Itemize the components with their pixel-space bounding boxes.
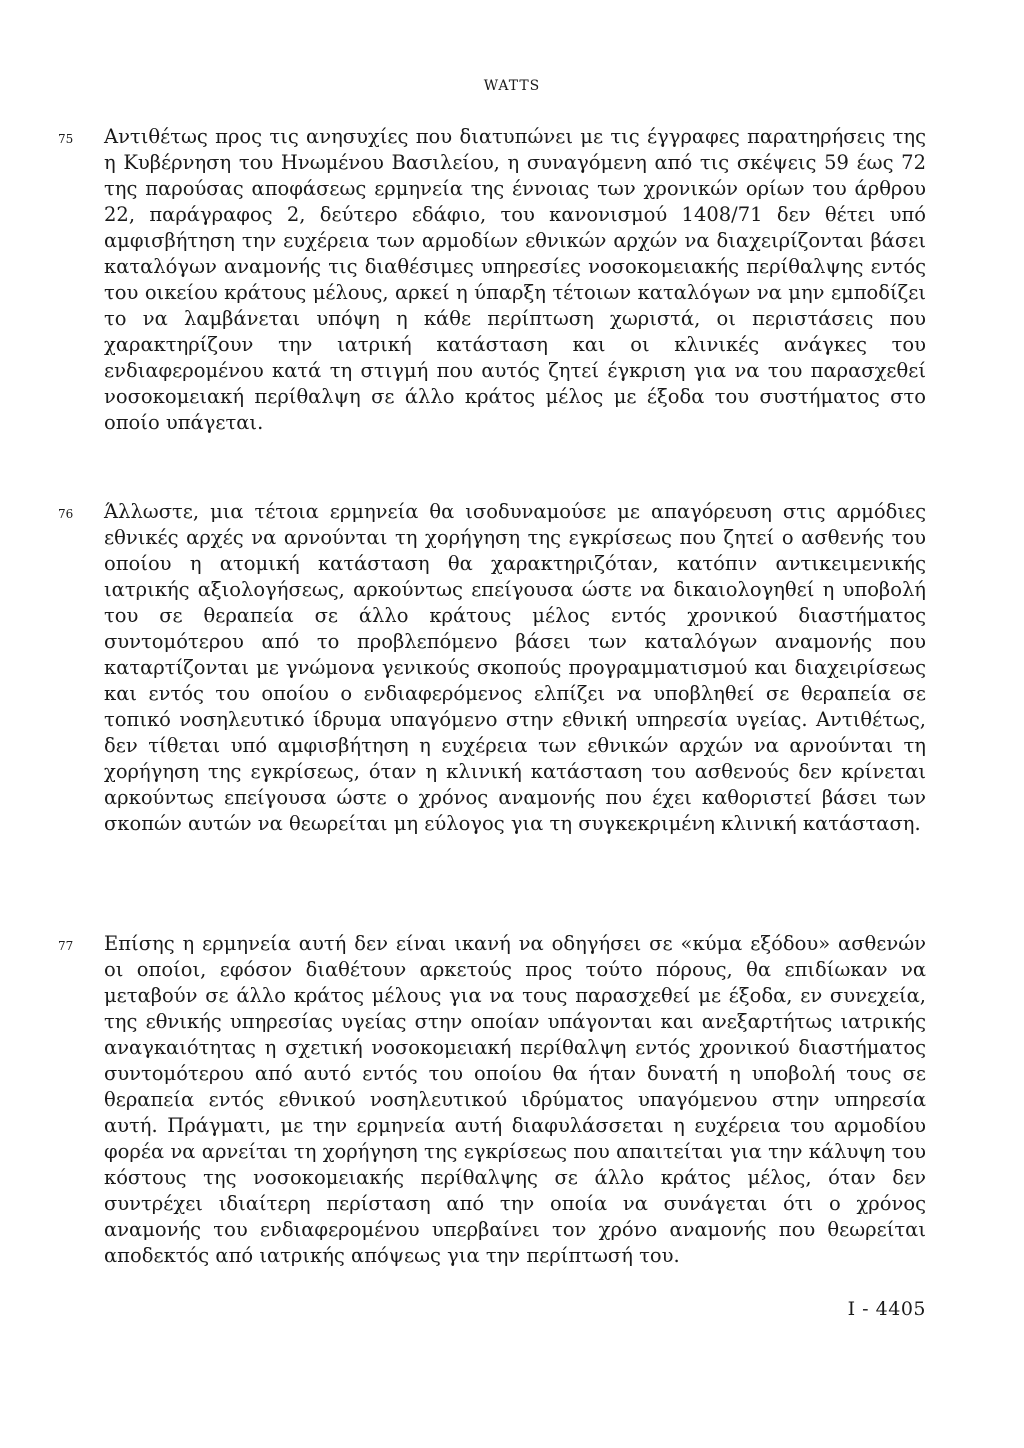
running-header: WATTS (483, 78, 541, 94)
paragraph-number: 76 (58, 507, 74, 521)
paragraph-text: Επίσης η ερμηνεία αυτή δεν είναι ικανή να οδηγήσει σε «κύμα εξόδου» ασθενών οι οποίοι, εφόσον διαθέτουν αρκετούς προς τούτο πόρους, θα επιδίωκαν να μεταβούν σε άλλο κράτος μέλους για να τους παρασχεθεί με έξοδα, εν συνεχεία, της εθνικής υπηρεσίας υγείας στην οποίαν υπάγονται και ανεξαρτήτως ιατρικής αναγκαιότητας η σχετική νοσοκομειακή περίθαλψη εντός χρονικού διαστήματος συντομότερου από αυτό εντός του οποίου θα ήταν δυνατή η υποβολή τους σε θεραπεία εντός εθνικού νοσηλευτικού ιδρύματος υπαγόμενου στην υπηρεσία αυτή. Πράγματι, με την ερμηνεία αυτή διαφυλάσσεται η ευχέρεια του αρμοδίου φορέα να αρνείται τη χορήγηση της εγκρίσεως που απαιτείται για την κάλυψη του κόστους της νοσοκομειακής περίθαλψης σε άλλο κράτος μέλος, όταν δεν συντρέχει ιδιαίτερη περίσταση από την οποία να συνάγεται ότι ο χρόνος αναμονής του ενδιαφερομένου υπερβαίνει τον χρόνο αναμονής που θεωρείται αποδεκτός από ιατρικής απόψεως για την περίπτωσή του. (104, 932, 926, 1267)
paragraph-number: 77 (58, 939, 74, 953)
paragraph-text: Άλλωστε, μια τέτοια ερμηνεία θα ισοδυναμούσε με απαγόρευση στις αρμόδιες εθνικές αρχές να αρνούνται τη χορήγηση της εγκρίσεως που ζητεί ο ασθενής του οποίου η ατομική κατάσταση θα χαρακτηριζόταν, κατόπιν αντικειμενικής ιατρικής αξιολογήσεως, αρκούντως επείγουσα ώστε να δικαιολογηθεί η υποβολή του σε θεραπεία σε άλλο κράτους μέλος εντός χρονικού διαστήματος συντομότερου από το προβλεπόμενο βάσει των καταλόγων αναμονής που καταρτίζονται με γνώμονα γενικούς σκοπούς προγραμματισμού και διαχειρίσεως και εντός του οποίου ο ενδιαφερόμενος ελπίζει να υποβληθεί σε θεραπεία σε τοπικό νοσηλευτικό ίδρυμα υπαγόμενο στην εθνική υπηρεσία υγείας. Αντιθέτως, δεν τίθεται υπό αμφισβήτηση η ευχέρεια των εθνικών αρχών να αρνούνται τη χορήγηση της εγκρίσεως, όταν η κλινική κατάσταση του ασθενούς δεν κρίνεται αρκούντως επείγουσα ώστε ο χρόνος αναμονής που έχει καθοριστεί βάσει των σκοπών αυτών να θεωρείται μη εύλογος για τη συγκεκριμένη κλινική κατάσταση. (104, 500, 926, 835)
page-number: I - 4405 (847, 1298, 926, 1320)
paragraph-text: Αντιθέτως προς τις ανησυχίες που διατυπώνει με τις έγγραφες παρατηρήσεις της η Κυβέρνηση του Ηνωμένου Βασιλείου, η συναγόμενη από τις σκέψεις 59 έως 72 της παρούσας αποφάσεως ερμηνεία της έννοιας των χρονικών ορίων του άρθρου 22, παράγραφος 2, δεύτερο εδάφιο, του κανονισμού 1408/71 δεν θέτει υπό αμφισβήτηση την ευχέρεια των αρμοδίων εθνικών αρχών να διαχειρίζονται βάσει καταλόγων αναμονής τις διαθέσιμες υπηρεσίες νοσοκομειακής περίθαλψης εντός του οικείου κράτους μέλους, αρκεί η ύπαρξη τέτοιων καταλόγων να μην εμποδίζει το να λαμβάνεται υπόψη η κάθε περίπτωση χωριστά, οι περιστάσεις που χαρακτηρίζουν την ιατρική κατάσταση και οι κλινικές ανάγκες του ενδιαφερομένου κατά τη στιγμή που αυτός ζητεί έγκριση για να του παρασχεθεί νοσοκομειακή περίθαλψη σε άλλο κράτος μέλος με έξοδα του συστήματος στο οποίο υπάγεται. (104, 125, 926, 434)
paragraph-number: 75 (58, 132, 74, 146)
